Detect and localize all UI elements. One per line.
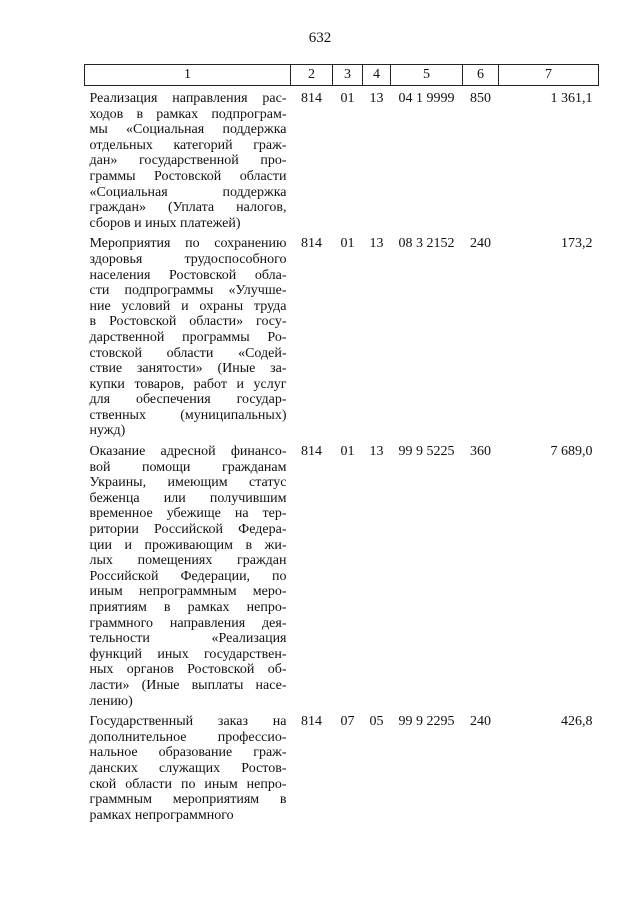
description-line: беженца или получившим <box>89 490 287 506</box>
description-line: для обеспечения государ- <box>89 392 287 408</box>
description-line: нальное образование граж- <box>89 745 287 761</box>
description-line: дополнительное профессио- <box>89 729 287 745</box>
column-header-3: 3 <box>333 65 363 86</box>
subsection-code: 13 <box>369 444 384 460</box>
description-line: ходов в рамках подпрограм- <box>89 106 287 122</box>
description-line: «Социальная поддержка <box>89 184 287 200</box>
description-line: ритории Российской Федера- <box>89 522 287 538</box>
description-line: иным непрограммным меро- <box>89 584 287 600</box>
description-line: купки товаров, работ и услуг <box>89 376 287 392</box>
description-line: Реализация направления рас- <box>89 91 287 106</box>
description-line: временное убежище на тер- <box>89 506 287 522</box>
expense-type-code: 240 <box>470 236 491 252</box>
description-line: лению) <box>89 693 133 709</box>
ministry-code: 814 <box>301 236 322 252</box>
expense-type-code: 360 <box>470 444 491 460</box>
description-line: мы «Социальная поддержка <box>89 122 287 138</box>
table-row <box>85 439 599 709</box>
description-line: граммного направления дея- <box>89 615 287 631</box>
column-header-2: 2 <box>291 65 333 86</box>
section-code: 01 <box>340 236 355 252</box>
subsection-code: 05 <box>369 714 384 730</box>
ministry-code: 814 <box>301 91 322 106</box>
column-header-5: 5 <box>391 65 463 86</box>
amount: 1 361,1 <box>550 91 593 106</box>
expense-type-code: 850 <box>470 91 491 106</box>
amount: 426,8 <box>561 714 593 730</box>
page-number: 632 <box>308 30 332 46</box>
description-line: вой помощи гражданам <box>89 459 287 475</box>
amount: 7 689,0 <box>550 444 593 460</box>
description-line: Российской Федерации, по <box>89 568 287 584</box>
ministry-code: 814 <box>301 714 322 730</box>
target-article-code: 99 9 5225 <box>398 444 455 460</box>
expense-type-code: 240 <box>470 714 491 730</box>
description-line: сборов и иных платежей) <box>89 215 241 231</box>
description-line: граммы Ростовской области <box>89 168 287 184</box>
table-row <box>85 231 599 439</box>
description-line: ции и проживающим в жи- <box>89 537 287 553</box>
description-line: граждан» (Уплата налогов, <box>89 200 287 216</box>
description-line: функций иных государствен- <box>89 646 287 662</box>
description-line: отдельных категорий граж- <box>89 137 287 153</box>
description-line: ласти» (Иные выплаты насе- <box>89 677 287 693</box>
amount: 173,2 <box>561 236 593 252</box>
description-line: дарственной программы Ро- <box>89 329 287 345</box>
description-line: ственных (муниципальных) <box>89 407 287 423</box>
description-line: ных органов Ростовской об- <box>89 662 287 678</box>
column-header-4: 4 <box>363 65 391 86</box>
description-line: данских служащих Ростов- <box>89 760 287 776</box>
description-line: населения Ростовской обла- <box>89 267 287 283</box>
description-line: здоровья трудоспособного <box>89 251 287 267</box>
description-line: Украины, имеющим статус <box>89 475 287 491</box>
description-line: Оказание адресной финансо- <box>89 444 287 460</box>
subsection-code: 13 <box>369 91 384 106</box>
ministry-code: 814 <box>301 444 322 460</box>
description-line: лых помещениях граждан <box>89 553 287 569</box>
target-article-code: 99 9 2295 <box>398 714 455 730</box>
column-header-7: 7 <box>499 65 599 86</box>
budget-table <box>84 64 599 823</box>
description-line: рамках непрограммного <box>89 807 234 823</box>
description-line: приятиям в рамках непро- <box>89 600 287 615</box>
description-line: в Ростовской области» госу- <box>89 314 287 330</box>
row-description <box>85 709 291 823</box>
description-line: нужд) <box>89 423 126 439</box>
description-line: стовской области «Содей- <box>89 345 287 361</box>
subsection-code: 13 <box>369 236 384 252</box>
description-line: Мероприятия по сохранению <box>89 236 287 252</box>
description-line: Государственный заказ на <box>89 714 287 730</box>
section-code: 01 <box>340 91 355 106</box>
row-description <box>85 231 291 439</box>
description-line: ствие занятости» (Иные за- <box>89 361 287 377</box>
row-description <box>85 86 291 232</box>
description-line: граммным мероприятиям в <box>89 792 287 808</box>
row-description <box>85 439 291 709</box>
target-article-code: 08 3 2152 <box>398 236 455 252</box>
table-row <box>85 709 599 823</box>
section-code: 01 <box>340 444 355 460</box>
description-line: дан» государственной про- <box>89 153 287 169</box>
target-article-code: 04 1 9999 <box>398 91 455 106</box>
description-line: ской области по иным непро- <box>89 776 287 792</box>
description-line: ние условий и охраны труда <box>89 298 287 314</box>
column-header-6: 6 <box>463 65 499 86</box>
column-header-1: 1 <box>85 65 291 86</box>
description-line: сти подпрограммы «Улучше- <box>89 283 287 299</box>
section-code: 07 <box>340 714 355 730</box>
header-row <box>85 65 599 86</box>
description-line: тельности «Реализация <box>89 631 287 647</box>
table-row <box>85 86 599 232</box>
